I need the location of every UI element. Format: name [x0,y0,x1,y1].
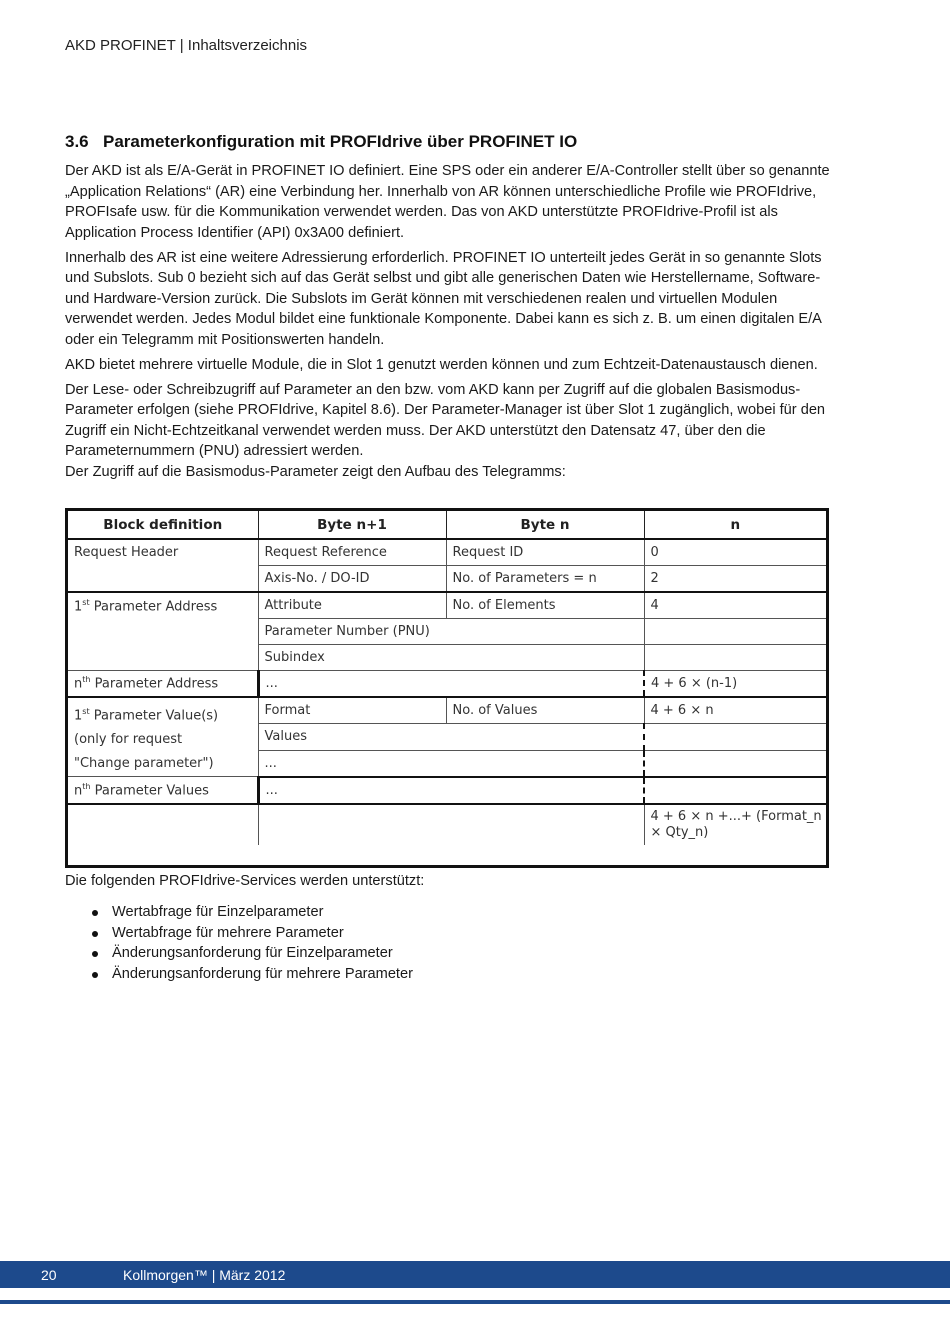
list-item-text: Änderungsanforderung für Einzelparameter [112,945,393,961]
table-row [68,619,826,645]
paragraph: Innerhalb des AR ist eine weitere Adressierung erforderlich. PROFINET IO unterteilt jedes Gerät in so genannte Slots und Subslots. Sub 0 bezieht sich auf das Gerät selbst und gibt alle generischen Daten wie Herstellername, Software- und Hardware-Version zurück. Die Subslots im Gerät können mit verschiedenen realen und virtuellen Modulen verwendet werden. Jedes Modul bildet eine funktionale Komponente. Dabei kann es sich z. B. um einen digitalen E/A oder ein Telegramm mit Positionswerten handeln. [65,249,822,348]
table-cell-text: n [74,783,83,799]
table-row [68,566,826,593]
table-cell [68,777,258,804]
table-cell-text: Parameter Address [93,598,218,614]
table-cell [258,804,644,845]
running-header: AKD PROFINET | Inhaltsverzeichnis [65,37,308,54]
bullet-icon [92,931,98,937]
table-cell [68,804,258,845]
table-cell [644,619,826,645]
table-cell: 4 [644,592,826,619]
table-row [68,539,826,566]
bullet-icon [92,972,98,978]
table-cell [68,671,258,698]
table-cell-text: Parameter Value(s) [93,708,219,724]
table-cell: Subindex [258,645,644,671]
list-item [92,943,413,964]
table-cell [644,645,826,671]
page-number: 20 [41,1267,57,1283]
table-cell: 4 + 6 × n +...+ (Format_n × Qty_n) [650,808,822,840]
telegram-structure-table [65,508,829,868]
table-header-row [68,511,826,539]
body-text [65,161,845,487]
column-header: Byte n [446,511,644,539]
superscript: st [82,707,90,716]
paragraph: AKD bietet mehrere virtuelle Module, die in Slot 1 genutzt werden können und zum Echtzeit-Datenaustausch dienen. [65,356,818,373]
bullet-icon [92,951,98,957]
section-number: 3.6 [65,132,89,151]
table-cell: 4 + 6 × n [644,697,826,724]
table-row [68,804,826,845]
table-row [68,592,826,619]
table-cell-text: "Change parameter") [74,756,214,772]
table-cell: No. of Values [446,697,644,724]
superscript: st [82,597,90,607]
footer-bar [0,1261,950,1288]
table-row [68,671,826,698]
list-item-text: Wertabfrage für mehrere Parameter [112,924,344,941]
table-cell [68,645,258,671]
table-cell [644,750,826,777]
list-intro: Die folgenden PROFIdrive-Services werden unterstützt: [65,873,425,889]
table-cell: Request Reference [258,539,446,566]
table-cell: No. of Parameters = n [446,566,644,593]
column-header: Block definition [68,511,258,539]
table-cell [644,724,826,750]
table-cell [644,777,826,804]
superscript: th [82,781,91,791]
list-item-text: Wertabfrage für Einzelparameter [112,904,324,920]
list-item [92,923,413,944]
table-cell [68,697,258,777]
table-cell-text: n [74,676,83,692]
table-cell-text: (only for request [74,732,183,748]
paragraph: Der Zugriff auf die Basismodus-Parameter zeigt den Aufbau des Telegramms: [65,463,566,480]
section-title [65,132,577,152]
footer-rule [0,1300,950,1304]
table-cell [68,619,258,645]
table-cell: Values [258,724,644,750]
column-header: Byte n+1 [258,511,446,539]
table-cell: ... [258,777,644,804]
table-cell: Parameter Number (PNU) [258,619,644,645]
list-item [92,902,413,923]
section-title-text: Parameterkonfiguration mit PROFIdrive über PROFINET IO [103,132,578,151]
table-cell-text: 1 [74,708,83,724]
services-list [92,902,413,984]
column-header: n [644,511,826,539]
table-cell-text: Parameter Address [94,676,219,692]
paragraph: Der AKD ist als E/A-Gerät in PROFINET IO definiert. Eine SPS oder ein anderer E/A-Controller stellt über so genannte „Application Relations“ (AR) eine Verbindung her. Innerhalb von AR können unterschiedliche Profile wie PROFIdrive, PROFIsafe usw. für die Kommunikation verwendet werden. Das von AKD unterstützte PROFIdrive-Profil ist als Application Process Identifier (API) 0x3A00 definiert. [65,163,830,241]
list-item-text: Änderungsanforderung für mehrere Parameter [112,965,413,982]
table-cell: No. of Elements [446,592,644,619]
table-cell: ... [258,750,644,777]
table-cell [68,566,258,593]
table-cell [68,592,258,619]
footer-text: Kollmorgen™ | März 2012 [123,1267,286,1283]
bullet-icon [92,910,98,916]
table-cell: Format [258,697,446,724]
table-row [68,645,826,671]
table-cell: Request ID [446,539,644,566]
telegram-table [68,511,826,845]
table-row [68,697,826,724]
table-cell: ... [258,671,644,698]
superscript: th [82,675,91,685]
paragraph: Der Lese- oder Schreibzugriff auf Parameter an den bzw. vom AKD kann per Zugriff auf die globalen Basismodus-Parameter erfolgen (siehe PROFIdrive, Kapitel 8.6). Der Parameter-Manager ist über Slot 1 zugänglich, wobei für den Zugriff ein Nicht-Echtzeitkanal verwendet werden muss. Der AKD unterstützt den Datensatz 47, über den die Parameternummern (PNU) adressiert werden. [65,381,826,459]
table-cell: Attribute [258,592,446,619]
table-cell: Axis-No. / DO-ID [258,566,446,593]
list-item [92,964,413,985]
table-cell: Request Header [68,539,258,566]
table-cell: 2 [644,566,826,593]
table-cell-text: Parameter Values [94,783,209,799]
table-cell-text: 1 [74,598,83,614]
table-cell: 0 [644,539,826,566]
table-row [68,777,826,804]
table-cell: 4 + 6 × (n-1) [644,671,826,698]
